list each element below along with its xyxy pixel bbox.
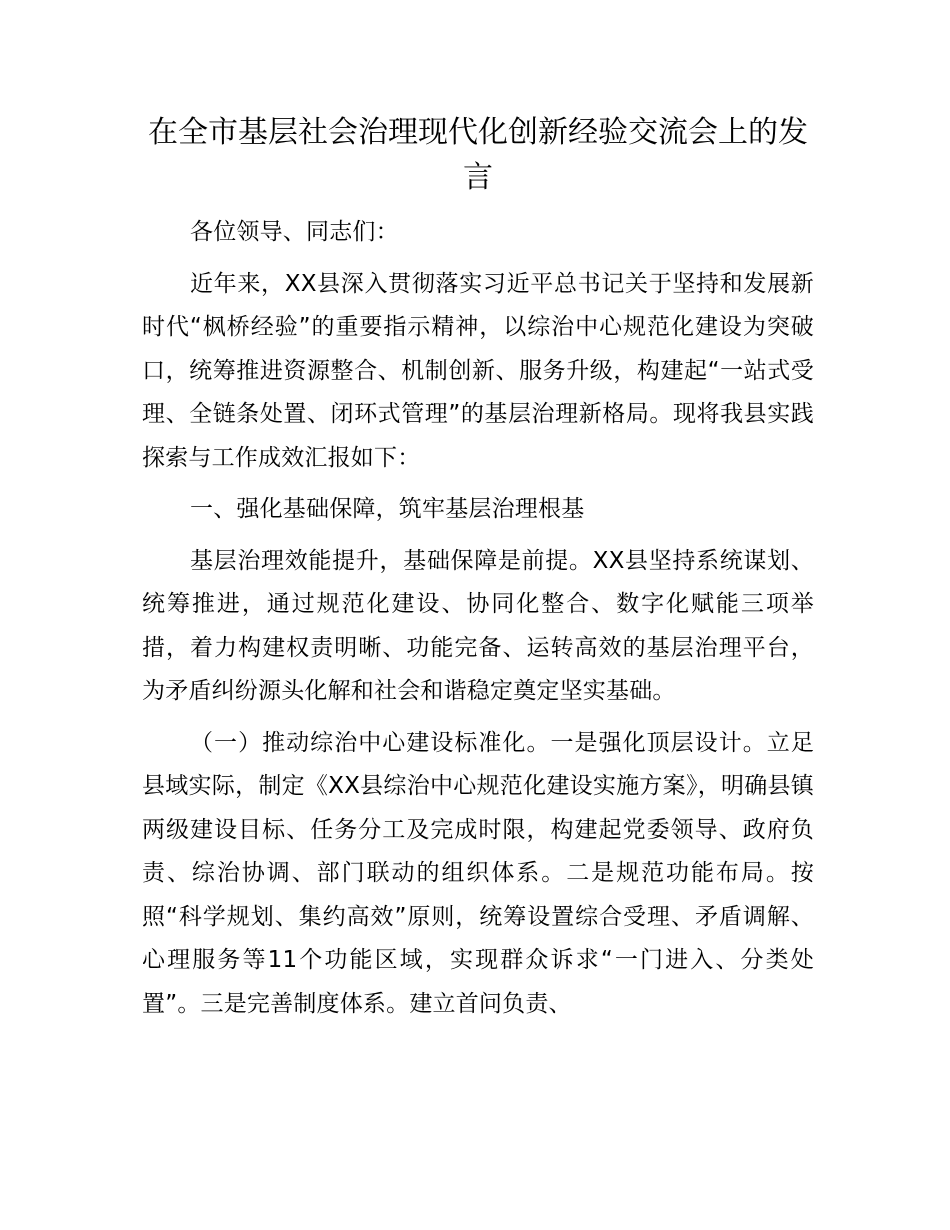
document-page: [142, 110, 814, 1026]
salutation: 各位领导、同志们：: [190, 219, 399, 245]
paragraph-section-1: 基层治理效能提升，基础保障是前提。XX县坚持系统谋划、统筹推进，通过规范化建设、协同化整合、数字化赋能三项举措，着力构建权责明晰、功能完备、运转高效的基层治理平台，为矛盾纠纷源头化解和社会和谐稳定奠定坚实基础。: [142, 547, 814, 704]
section-heading-1: 一、强化基础保障，筑牢基层治理根基: [190, 496, 585, 522]
paragraph-intro: 近年来，XX县深入贯彻落实习近平总书记关于坚持和发展新时代“枫桥经验”的重要指示精神，以综治中心规范化建设为突破口，统筹推进资源整合、机制创新、服务升级，构建起“一站式受理、全链条处置、闭环式管理”的基层治理新格局。现将我县实践探索与工作成效汇报如下：: [142, 270, 814, 471]
paragraph-subsection-1: （一）推动综治中心建设标准化。一是强化顶层设计。立足县域实际，制定《XX县综治中心规范化建设实施方案》，明确县镇两级建设目标、任务分工及完成时限，构建起党委领导、政府负责、综治协调、部门联动的组织体系。二是规范功能布局。按照“科学规划、集约高效”原则，统筹设置综合受理、矛盾调解、心理服务等11个功能区域，实现群众诉求“一门进入、分类处置”。三是完善制度体系。建立首问负责、: [142, 729, 814, 1017]
document-title: 在全市基层社会治理现代化创新经验交流会上的发言: [148, 115, 808, 195]
